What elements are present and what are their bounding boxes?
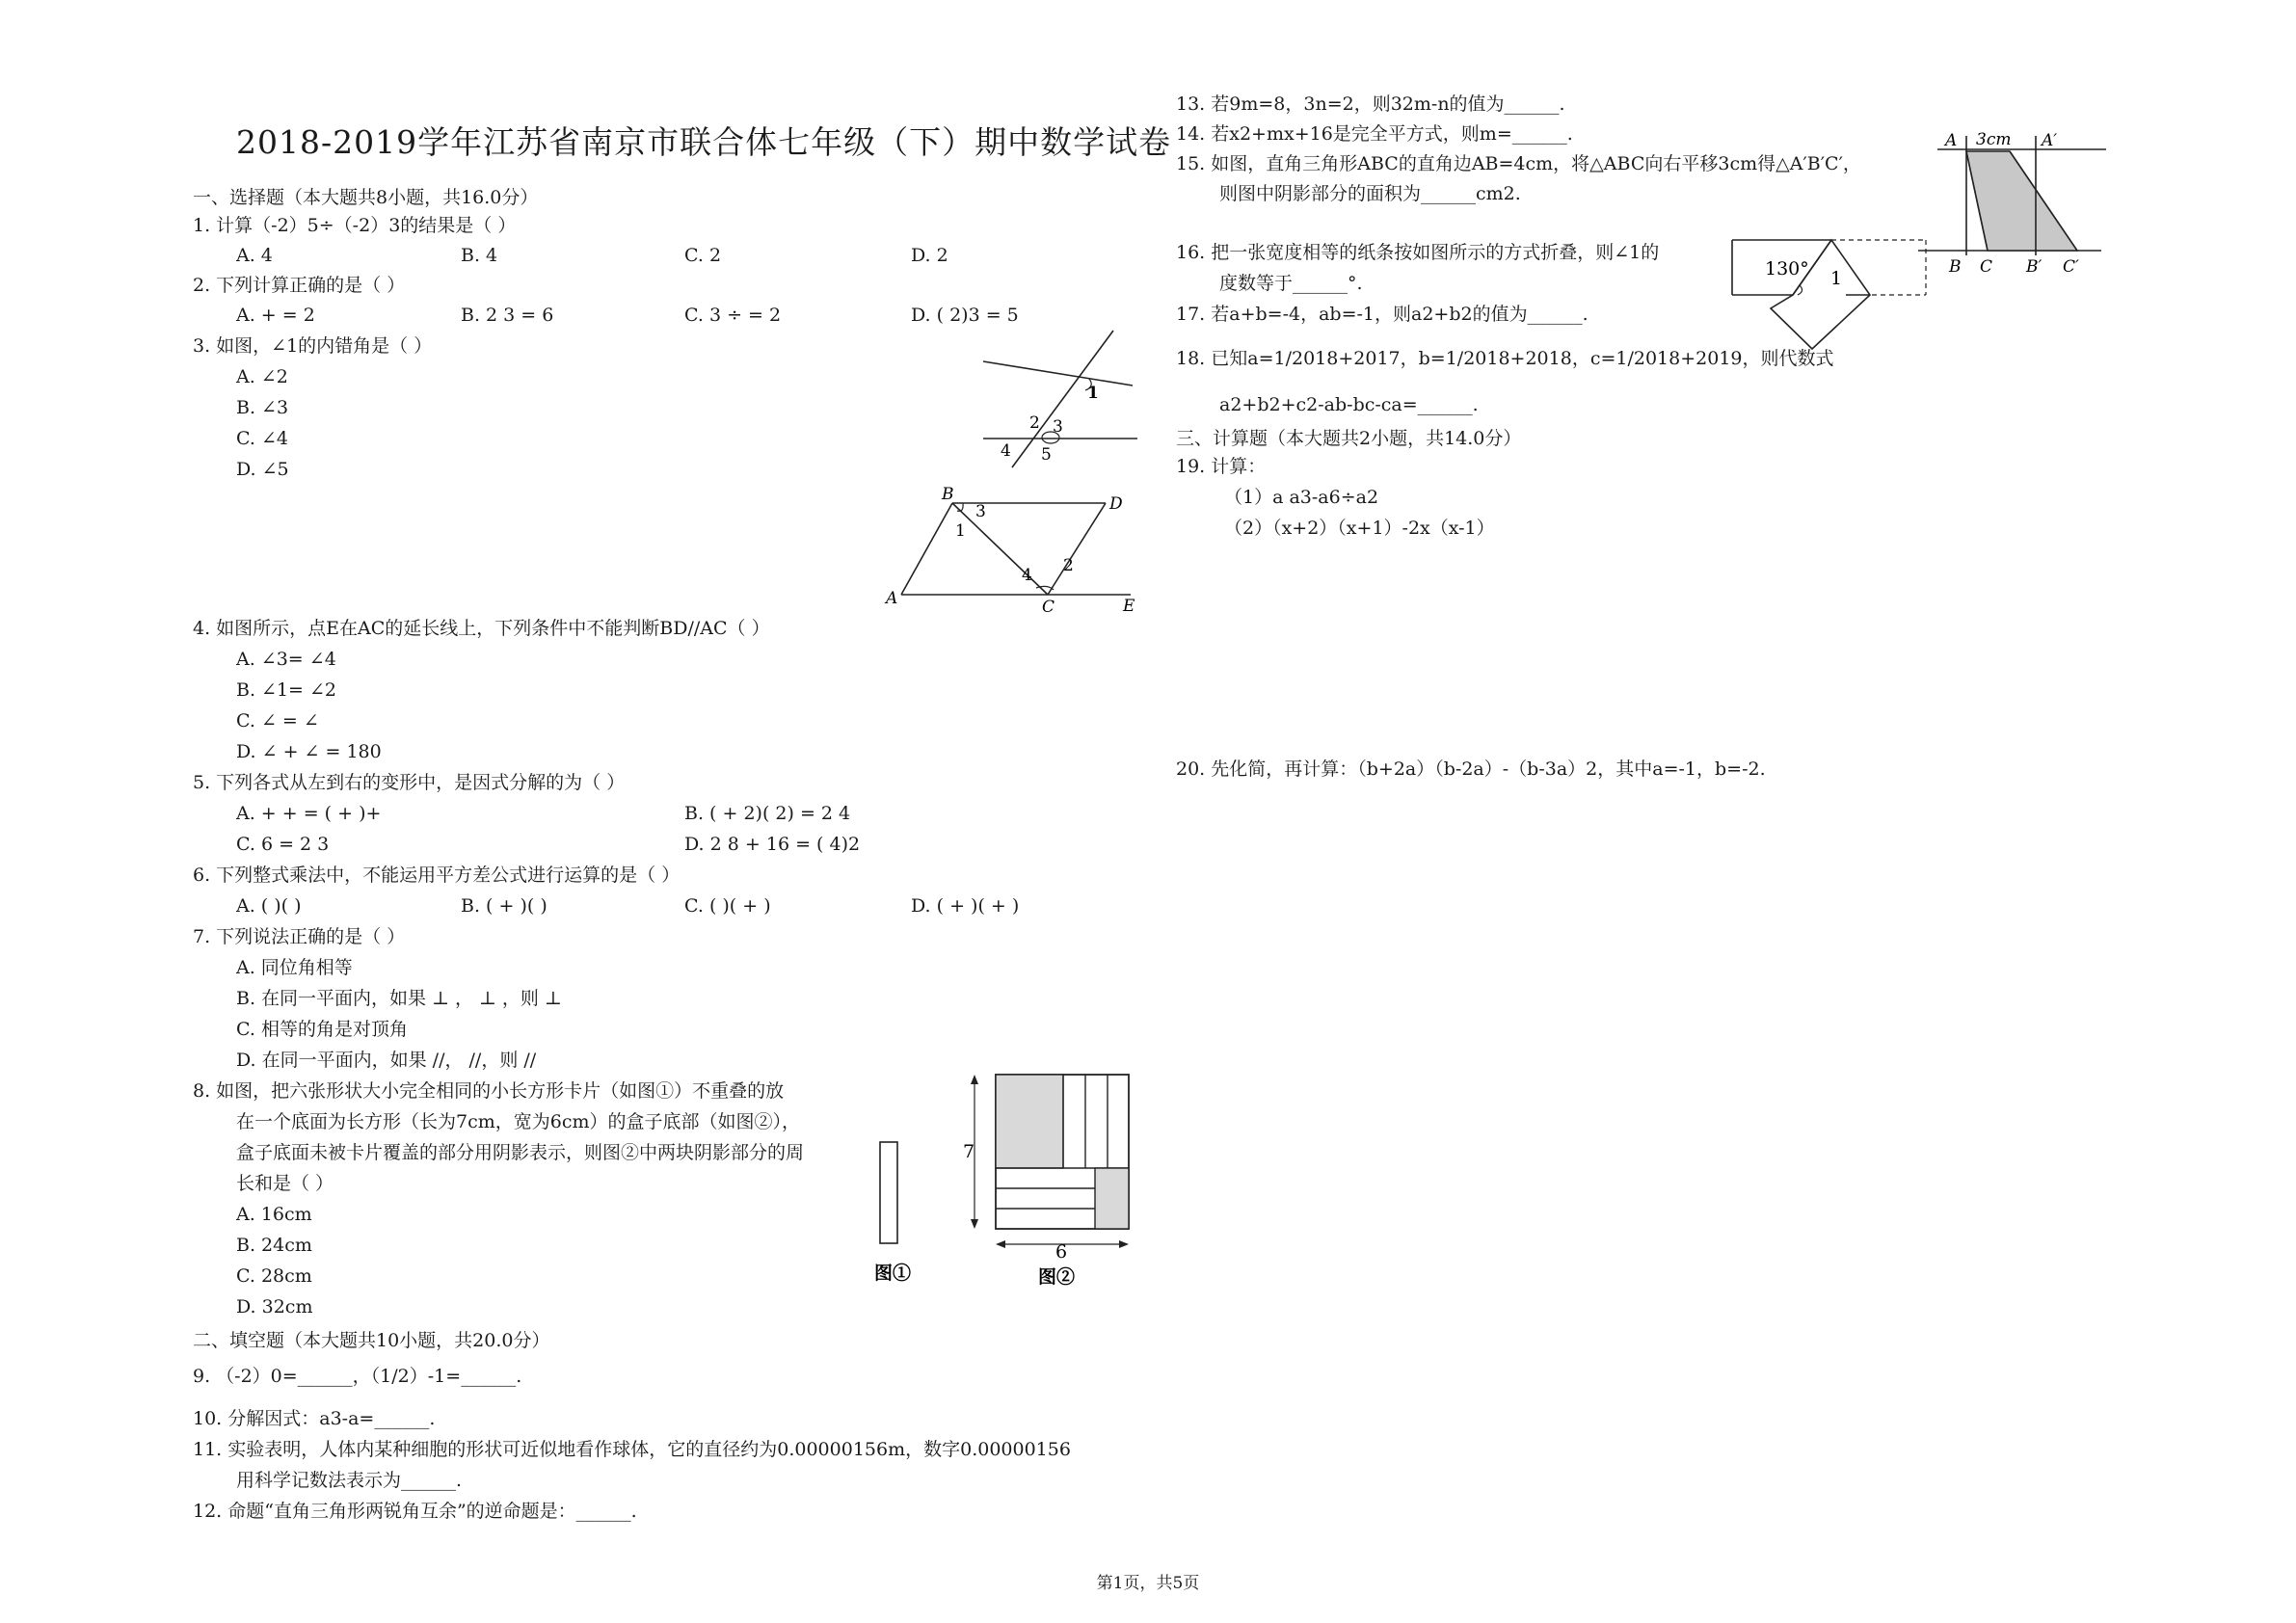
q4-option-d: D. ∠ + ∠ = 180 [236,741,382,762]
q8-line-3: 盒子底面未被卡片覆盖的部分用阴影表示，则图②中两块阴影部分的周 [236,1142,805,1163]
q7-option-a: A. 同位角相等 [236,957,353,978]
q12: 12. 命题“直角三角形两锐角互余”的逆命题是：______. [193,1501,637,1522]
q3-option-a: A. ∠2 [236,366,288,387]
q19-part-1: （1）a a3-a6÷a2 [1224,487,1379,508]
q11-line-2: 用科学记数法表示为______. [236,1470,463,1491]
q3-option-d: D. ∠5 [236,459,289,480]
q17: 17. 若a+b=-4，ab=-1，则a2+b2的值为______. [1176,304,1589,325]
q11-line-1: 11. 实验表明，人体内某种细胞的形状可近似地看作球体，它的直径约为0.00000156m，数字0.00000156 [193,1439,1071,1460]
q15-line-2: 则图中阴影部分的面积为______cm2. [1219,183,1521,204]
q15-label-B-prime: B′ [2026,257,2042,275]
q4-label-A: A [886,589,898,608]
q1-option-b: B. 4 [461,245,498,266]
q8-shade-bottom [1095,1168,1129,1229]
q2-option-c: C. 3 ÷ = 2 [684,305,782,326]
q15-line-1: 15. 如图，直角三角形ABC的直角边AB=4cm，将△ABC向右平移3cm得△A′B′C′， [1176,153,1861,174]
q1-stem: 1. 计算（-2）5÷（-2）3的结果是（ ） [193,215,517,236]
q4-label-D: D [1109,494,1123,514]
q10: 10. 分解因式：a3-a=______. [193,1408,436,1429]
q3-label-2: 2 [1029,413,1040,433]
q5-option-d: D. 2 8 + 16 = ( 4)2 [684,834,861,855]
q2-option-a: A. + = 2 [236,305,315,326]
q2-option-b: B. 2 3 = 6 [461,305,554,326]
q6-option-b: B. ( + )( ) [461,895,547,917]
q15-label-B: B [1949,257,1962,275]
q8-option-b: B. 24cm [236,1235,312,1256]
q20: 20. 先化简，再计算：（b+2a）（b-2a）-（b-3a）2，其中a=-1，b=-2. [1176,758,1766,780]
q6-stem: 6. 下列整式乘法中，不能运用平方差公式进行运算的是（ ） [193,865,681,886]
q8-option-d: D. 32cm [236,1296,313,1317]
q8-caption-1: 图① [874,1263,912,1284]
q15-figure [1918,120,2111,275]
q4-label-1: 1 [955,521,966,541]
q19-part-2: （2）（x+2）（x+1）-2x（x-1） [1224,518,1495,539]
q5-option-b: B. ( + 2)( 2) = 2 4 [684,803,851,824]
q3-label-1: 1 [1087,384,1099,403]
q4-label-4: 4 [1022,566,1032,585]
q3-figure [974,323,1147,477]
q4-label-B: B [942,485,954,504]
q3-stem: 3. 如图，∠1的内错角是（ ） [193,335,433,357]
q7-option-c: C. 相等的角是对顶角 [236,1019,408,1040]
q1-option-d: D. 2 [911,245,948,266]
q16-line-2: 度数等于______°. [1219,273,1363,294]
q8-option-c: C. 28cm [236,1265,312,1287]
q3-option-b: B. ∠3 [236,397,289,418]
q3-label-5: 5 [1041,445,1052,465]
q3-label-3: 3 [1053,417,1063,437]
q14: 14. 若x2+mx+16是完全平方式，则m=______. [1176,123,1573,145]
q18-line-2: a2+b2+c2-ab-bc-ca=______. [1219,394,1479,415]
section-heading-fill: 二、填空题（本大题共10小题，共20.0分） [193,1330,550,1351]
q8-card [880,1142,897,1243]
q7-option-d: D. 在同一平面内，如果 //， //，则 // [236,1050,537,1071]
section-heading-choice: 一、选择题（本大题共8小题，共16.0分） [193,187,539,208]
q18-line-1: 18. 已知a=1/2018+2017，b=1/2018+2018，c=1/2018+2019，则代数式 [1176,348,1834,369]
q4-label-E: E [1123,597,1135,612]
q8-line-1: 8. 如图，把六张形状大小完全相同的小长方形卡片（如图①）不重叠的放 [193,1080,785,1102]
q8-caption-2: 图② [1038,1266,1076,1288]
page-footer: 第1页，共5页 [1096,1574,1200,1593]
q9: 9. （-2）0=______，（1/2）-1=______. [193,1366,522,1387]
q4-label-2: 2 [1063,556,1074,575]
q19: 19. 计算： [1176,456,1267,477]
q15-label-A: A [1945,131,1958,150]
q7-stem: 7. 下列说法正确的是（ ） [193,926,406,947]
q16-figure [1730,231,1942,357]
section-heading-calc: 三、计算题（本大题共2小题，共14.0分） [1176,428,1522,449]
q15-label-C-prime: C′ [2063,257,2079,275]
q5-option-a: A. + + = ( + )+ [236,803,382,824]
q5-stem: 5. 下列各式从左到右的变形中，是因式分解的为（ ） [193,772,626,793]
q4-label-C: C [1042,598,1055,612]
q8-figure [872,1065,1142,1296]
q4-figure [882,482,1142,612]
q2-option-d: D. ( 2)3 = 5 [911,305,1019,326]
q3-option-c: C. ∠4 [236,428,288,449]
q8-dim-7: 7 [963,1141,975,1162]
q15-label-3cm: 3cm [1976,130,2012,149]
q1-option-a: A. 4 [236,245,273,266]
q5-option-c: C. 6 = 2 3 [236,834,330,855]
q8-line-4: 长和是（ ） [236,1173,334,1194]
q6-option-d: D. ( + )( + ) [911,895,1020,917]
q7-option-b: B. 在同一平面内，如果 ⊥ ， ⊥ ，则 ⊥ [236,988,562,1009]
q8-shade-top [996,1075,1063,1168]
page-title: 2018-2019学年江苏省南京市联合体七年级（下）期中数学试卷 [236,123,1172,161]
q4-option-c: C. ∠ = ∠ [236,710,319,732]
q15-shaded-region [1966,151,2077,251]
q15-label-A-prime: A′ [2042,131,2058,150]
q8-option-a: A. 16cm [236,1204,312,1225]
q2-stem: 2. 下列计算正确的是（ ） [193,275,406,296]
q15-label-C: C [1980,257,1993,275]
q16-line-1: 16. 把一张宽度相等的纸条按如图所示的方式折叠，则∠1的 [1176,242,1660,263]
q16-label-1: 1 [1830,268,1843,289]
q6-option-a: A. ( )( ) [236,895,302,917]
q4-stem: 4. 如图所示，点E在AC的延长线上，下列条件中不能判断BD//AC（ ） [193,618,770,639]
q1-option-c: C. 2 [684,245,722,266]
q4-option-a: A. ∠3= ∠4 [236,649,336,670]
q4-label-3: 3 [975,502,986,521]
q8-dim-6: 6 [1055,1241,1068,1263]
q13: 13. 若9m=8，3n=2，则32m-n的值为______. [1176,93,1565,115]
q8-line-2: 在一个底面为长方形（长为7cm，宽为6cm）的盒子底部（如图②）， [236,1111,800,1132]
q4-option-b: B. ∠1= ∠2 [236,679,337,701]
q3-label-4: 4 [1001,441,1011,461]
q16-label-130: 130° [1765,258,1809,279]
q6-option-c: C. ( )( + ) [684,895,771,917]
